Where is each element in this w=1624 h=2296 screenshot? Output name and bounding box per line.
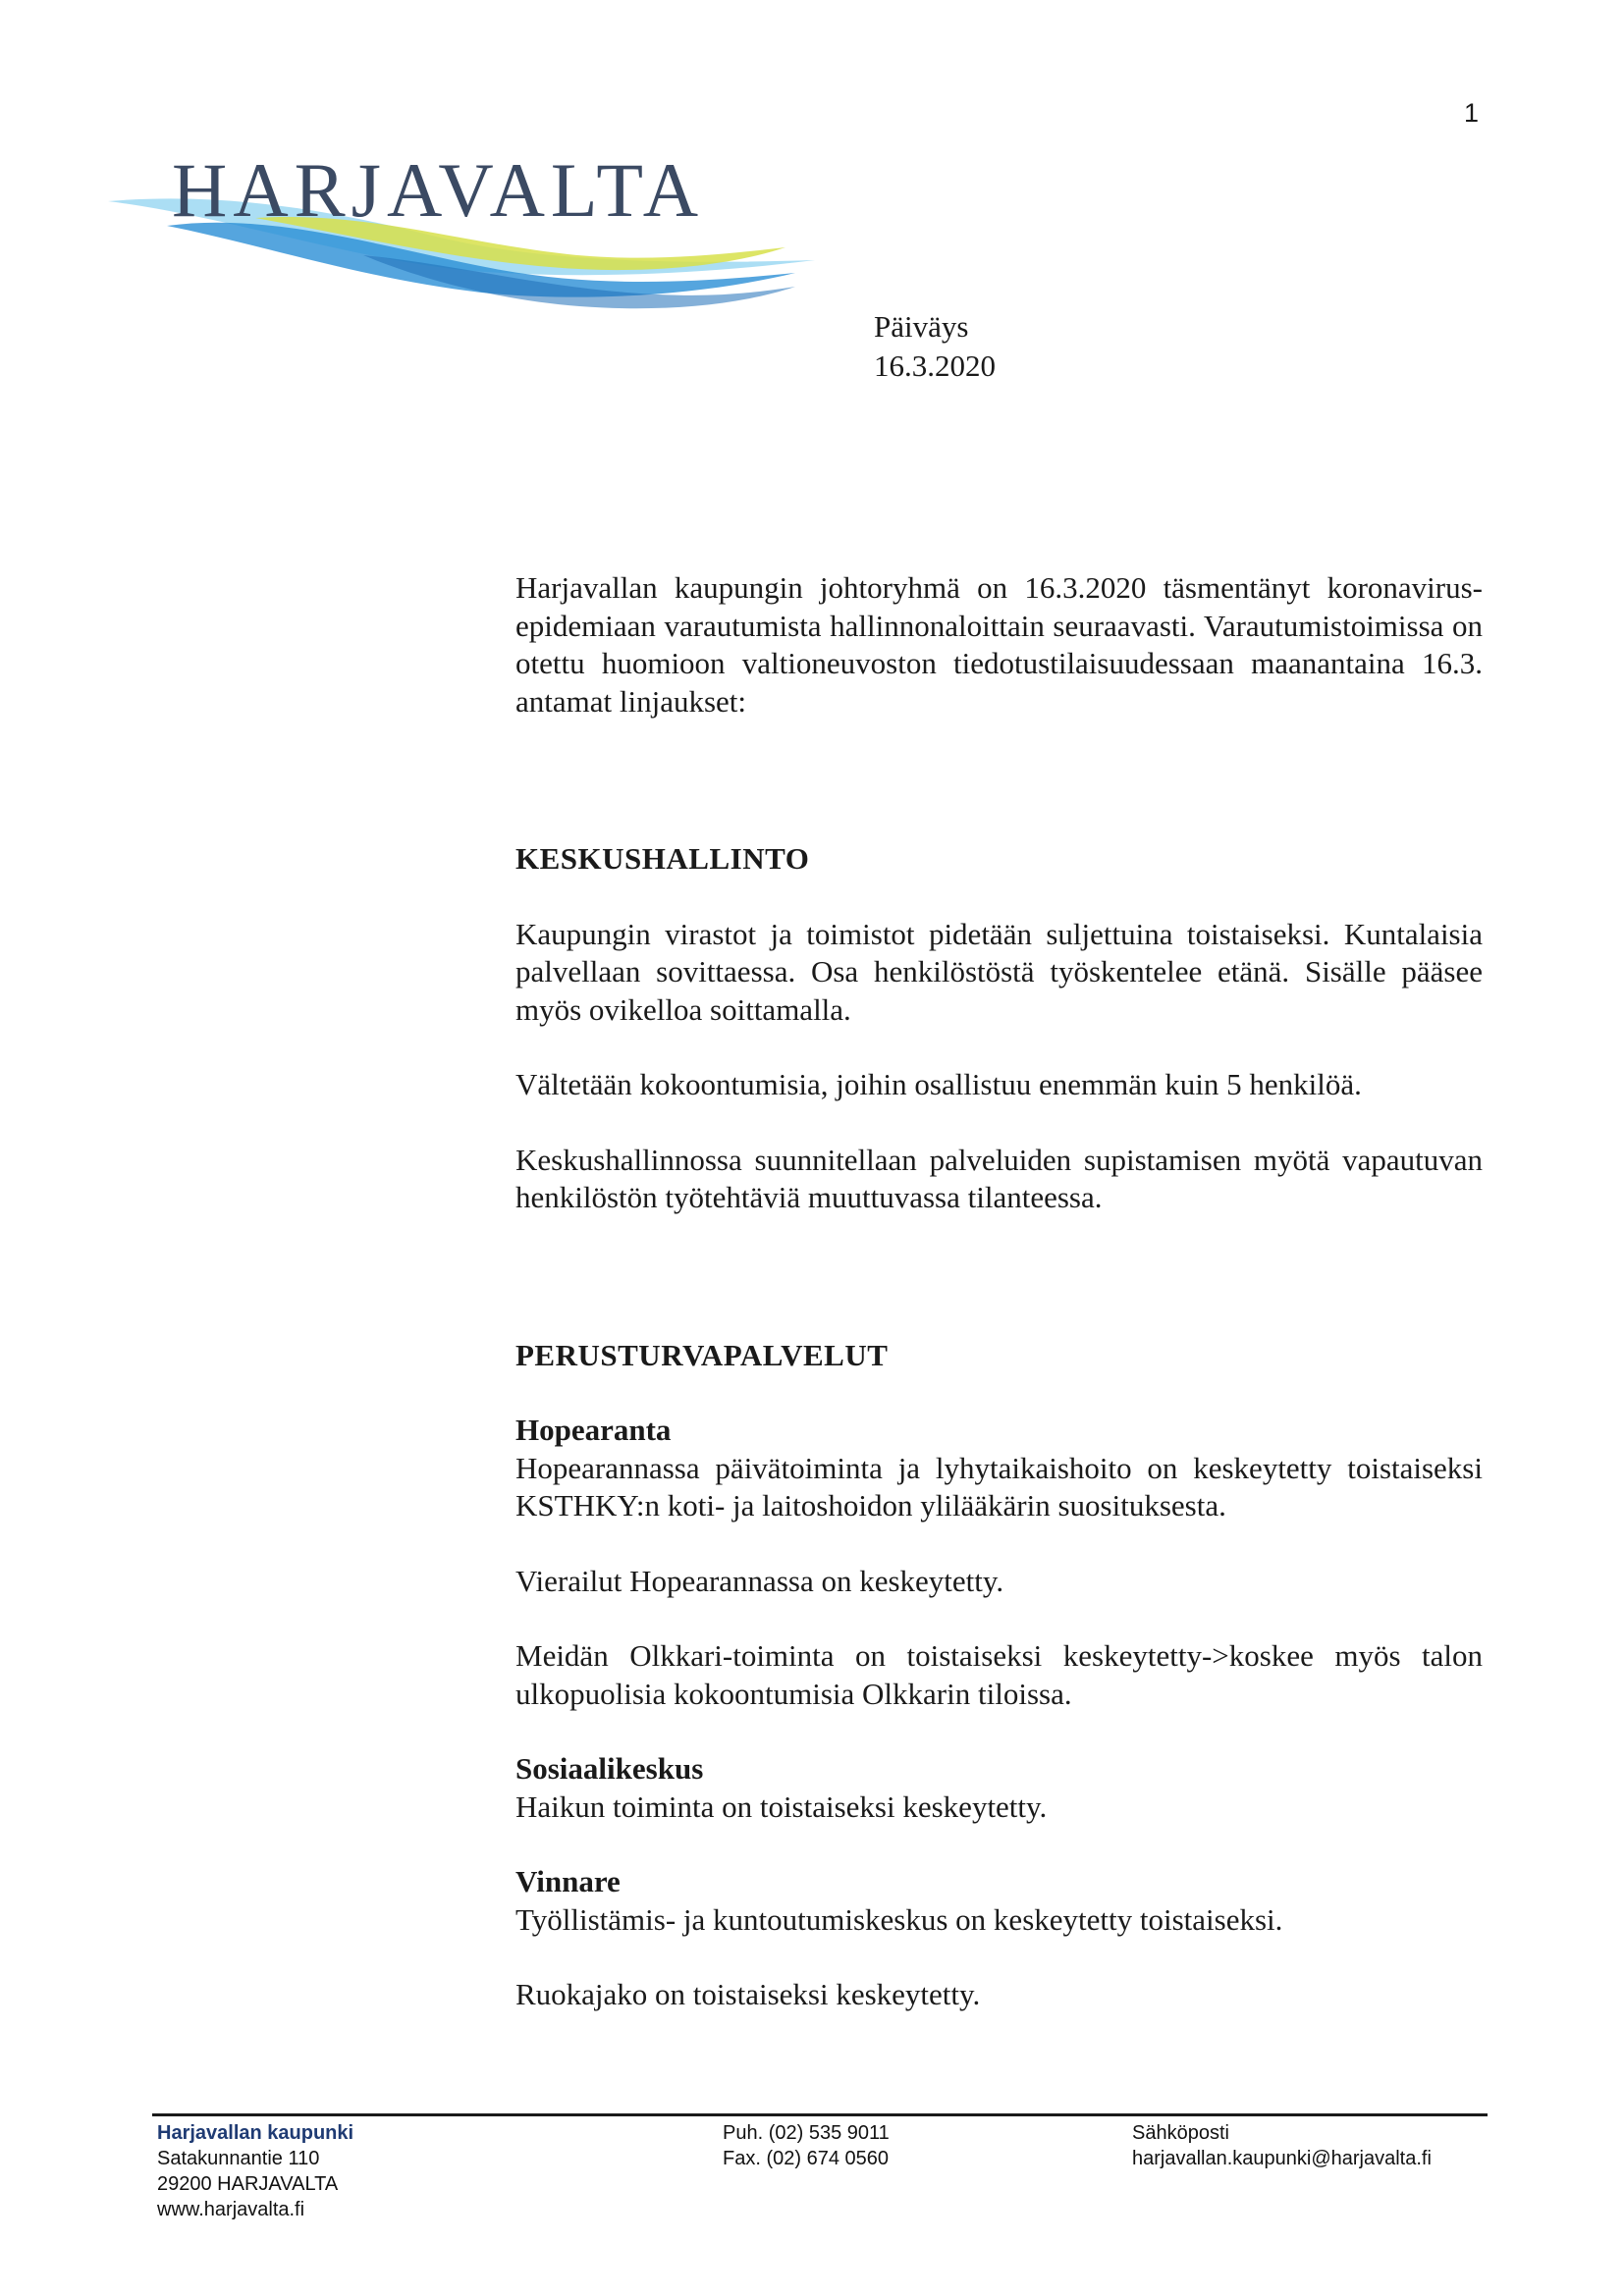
subheading-vinnare: Vinnare: [515, 1864, 621, 1898]
ruokajako-paragraph: Ruokajako on toistaiseksi keskeytetty.: [515, 1977, 981, 2011]
page-number: 1: [1463, 98, 1479, 128]
footer-address: [157, 2120, 353, 2222]
footer-street: Satakunnantie 110: [157, 2148, 320, 2169]
harjavalta-logo: [108, 157, 815, 314]
keskushallinto-paragraph-1: Kaupungin virastot ja toimistot pidetään suljettuina toistaiseksi. Kuntalaisia palvellaan sovittaessa. Osa henkilöstöstä työskentelee etänä. Sisälle pääsee myös ovikelloa soittamalla.: [515, 916, 1483, 1027]
footer-web-link[interactable]: www.harjavalta.fi: [157, 2199, 305, 2220]
hopearanta-paragraph-2: Vierailut Hopearannassa on keskeytetty.: [515, 1563, 1004, 1598]
footer-email: [1132, 2120, 1432, 2171]
footer-email-link[interactable]: harjavallan.kaupunki@harjavalta.fi: [1132, 2148, 1432, 2169]
footer-fax-number: Fax. (02) 674 0560: [723, 2148, 889, 2169]
date-block: [874, 307, 996, 386]
footer-email-label: Sähköposti: [1132, 2122, 1229, 2144]
footer-divider: [152, 2113, 1488, 2116]
document-body: [515, 569, 1483, 2014]
keskushallinto-paragraph-2: Vältetään kokoontumisia, joihin osallistuu enemmän kuin 5 henkilöä.: [515, 1067, 1362, 1101]
logo-wordmark: HARJAVALTA: [172, 157, 705, 233]
keskushallinto-paragraph-3: Keskushallinnossa suunnitellaan palveluiden supistamisen myötä vapautuvan henkilöstön työtehtäviä muuttuvassa tilanteessa.: [515, 1142, 1483, 1214]
intro-paragraph: Harjavallan kaupungin johtoryhmä on 16.3.2020 täsmentänyt koronavirus-epidemiaan varautumista hallinnonaloittain seuraavasti. Varautumistoimissa on otettu huomioon valtioneuvoston tiedotustilaisuudessaan maanantaina 16.3. antamat linjaukset:: [515, 570, 1483, 719]
section-heading-perusturvapalvelut: PERUSTURVAPALVELUT: [515, 1337, 889, 1372]
footer-phone-number: Puh. (02) 535 9011: [723, 2122, 890, 2144]
hopearanta-paragraph-1: Hopearannassa päivätoiminta ja lyhytaikaishoito on keskeytetty toistaiseksi KSTHKY:n koti- ja laitoshoidon ylilääkärin suosituksesta.: [515, 1450, 1483, 1522]
footer-org-name: Harjavallan kaupunki: [157, 2122, 354, 2144]
subheading-hopearanta: Hopearanta: [515, 1413, 672, 1447]
section-heading-keskushallinto: KESKUSHALLINTO: [515, 841, 810, 876]
vinnare-paragraph: Työllistämis- ja kuntoutumiskeskus on keskeytetty toistaiseksi.: [515, 1901, 1283, 1937]
footer-postal: 29200 HARJAVALTA: [157, 2173, 339, 2195]
footer-phone: [723, 2120, 890, 2171]
subheading-sosiaalikeskus: Sosiaalikeskus: [515, 1751, 704, 1786]
sosiaalikeskus-paragraph: Haikun toiminta on toistaiseksi keskeytetty.: [515, 1789, 1048, 1824]
date-label: Päiväys: [874, 309, 969, 344]
hopearanta-paragraph-3: Meidän Olkkari-toiminta on toistaiseksi keskeytetty->koskee myös talon ulkopuolisia kokoontumisia Olkkarin tiloissa.: [515, 1638, 1483, 1711]
date-value: 16.3.2020: [874, 348, 996, 383]
